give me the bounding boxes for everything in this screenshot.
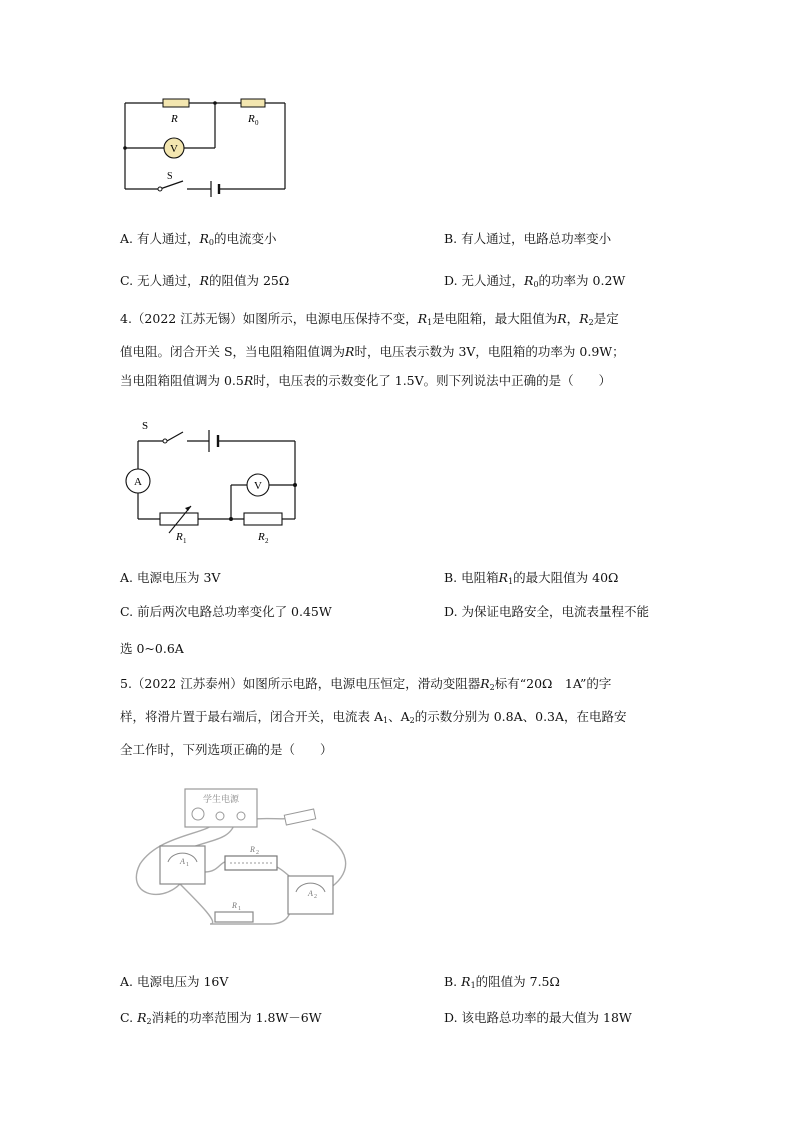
q5-option-d[interactable]: D. 该电路总功率的最大值为 18W: [444, 1010, 632, 1025]
svg-text:R: R: [171, 113, 178, 125]
q4-option-c[interactable]: C. 前后两次电路总功率变化了 0.45W: [120, 604, 332, 619]
resistor-R: [163, 99, 189, 107]
q3-option-a[interactable]: A. 有人通过，$R_0$的电流变小: [120, 231, 277, 247]
question-4-stem: 4.（2022 江苏无锡）如图所示，电源电压保持不变，$R_1$是电阻箱，最大阻值为R，$R_2$是定 值电阻。闭合开关 S，当电阻箱阻值调为R时，电压表示数为 3V，电阻箱的功率为 0.9W； 当电阻箱阻值调为 0.5R时，电压表的示数变化了 1.5V。则下列说法中正确的是（ ）: [120, 311, 625, 388]
svg-text:A: A: [134, 476, 142, 488]
svg-text:2: 2: [265, 537, 269, 545]
resistance-box-R1: [160, 513, 198, 525]
switch-icon: [158, 187, 162, 191]
q5-option-b[interactable]: B. $R_1$的阻值为 7.5Ω: [444, 974, 560, 990]
svg-text:学生电源: 学生电源: [202, 794, 240, 804]
svg-text:V: V: [170, 143, 178, 155]
question-5-stem: 5.（2022 江苏泰州）如图所示电路，电源电压恒定，滑动变阻器$R_2$标有“20Ω 1A”的字 样，将滑片置于最右端后，闭合开关，电流表 $A_1$、$A_2$的示数分别为 0.8A、0.3A，在电路安 全工作时，下列选项正确的是（ ）: [120, 676, 627, 757]
q4-option-a[interactable]: A. 电源电压为 3V: [120, 570, 221, 585]
circuit-figure-1: [115, 90, 295, 200]
resistor-R0: [241, 99, 265, 107]
q4-option-b[interactable]: B. 电阻箱$R_1$的最大阻值为 40Ω: [444, 570, 619, 586]
svg-text:R: R: [176, 531, 183, 543]
switch-icon: [284, 809, 315, 825]
svg-text:R: R: [250, 845, 255, 854]
svg-text:V: V: [254, 480, 262, 492]
svg-text:R: R: [232, 901, 237, 910]
svg-text:2: 2: [256, 850, 259, 856]
q4-option-d[interactable]: D. 为保证电路安全，电流表量程不能: [444, 604, 650, 619]
svg-text:S: S: [142, 420, 149, 432]
q5-option-a[interactable]: A. 电源电压为 16V: [120, 974, 229, 989]
resistor-R2: [244, 513, 282, 525]
svg-text:S: S: [167, 171, 173, 182]
svg-text:R: R: [248, 113, 255, 125]
svg-text:1: 1: [183, 537, 187, 545]
svg-text:A: A: [180, 857, 185, 866]
svg-text:0: 0: [255, 119, 259, 127]
physical-circuit-figure-3: [120, 784, 380, 946]
svg-text:1: 1: [238, 906, 241, 912]
q3-option-c[interactable]: C. 无人通过，R的阻值为 25Ω: [120, 273, 290, 288]
svg-text:1: 1: [186, 862, 189, 868]
q3-option-d[interactable]: D. 无人通过，$R_0$的功率为 0.2W: [444, 273, 626, 289]
svg-text:R: R: [258, 531, 265, 543]
svg-text:A: A: [308, 889, 313, 898]
switch-icon: [163, 439, 167, 443]
q3-option-b[interactable]: B. 有人通过，电路总功率变小: [444, 231, 612, 246]
svg-text:2: 2: [314, 894, 317, 900]
q5-option-c[interactable]: C. $R_2$消耗的功率范围为 1.8W－6W: [120, 1010, 322, 1026]
resistor-r1-icon: [215, 912, 253, 922]
q4-option-d-continued: 选 0~0.6A: [120, 641, 184, 656]
circuit-figure-2: [115, 412, 305, 547]
